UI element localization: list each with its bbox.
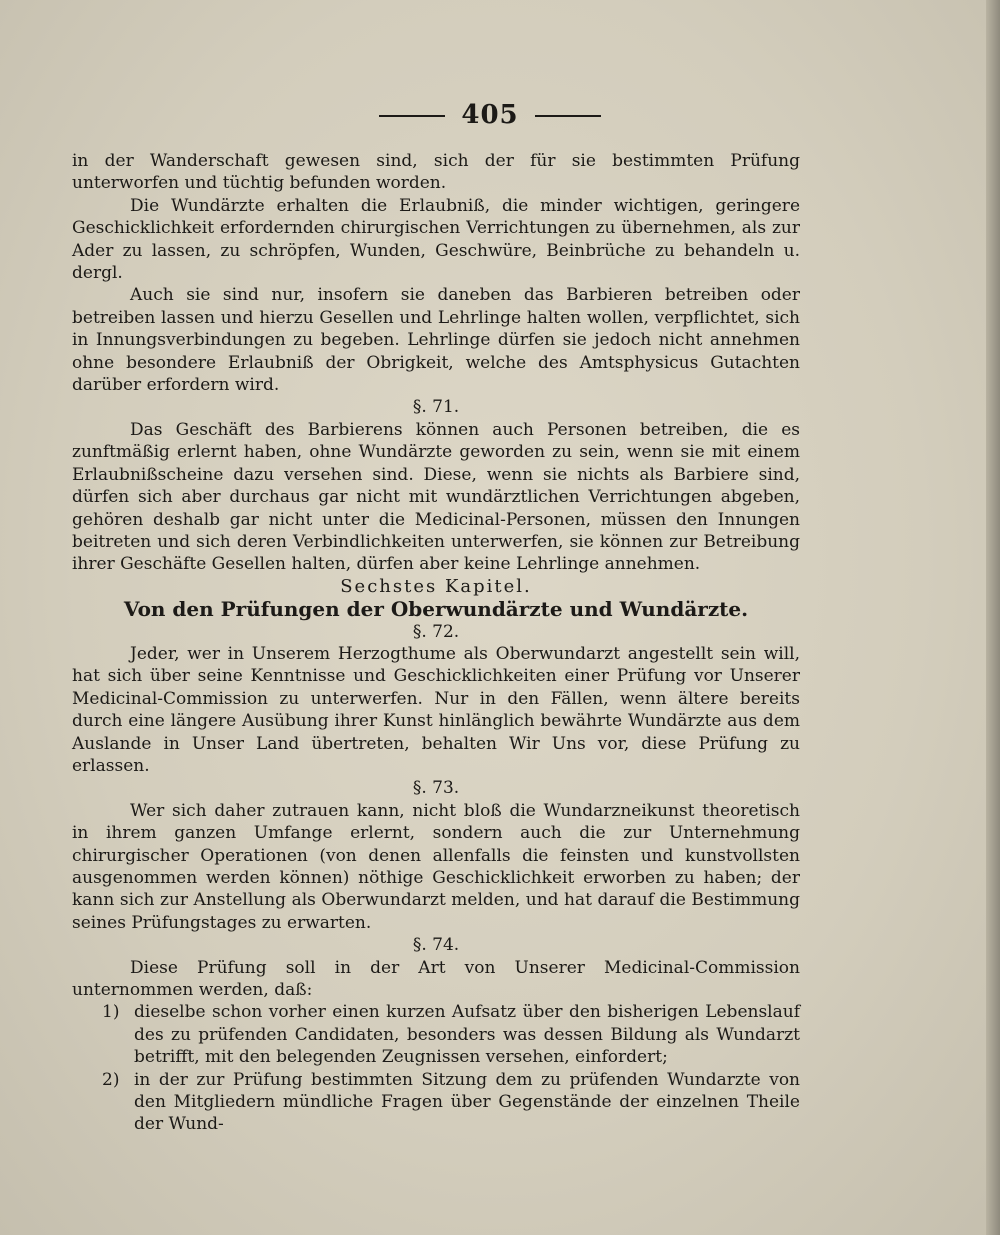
section-heading-72: §. 72. <box>412 621 460 642</box>
list-item <box>72 1069 800 1136</box>
page-body <box>72 150 800 1136</box>
chapter-label: Sechstes Kapitel. <box>340 575 532 597</box>
list-item-text: dieselbe schon vorher einen kurzen Aufsatz über den bisherigen Lebenslauf des zu prüfenden Candidaten, besonders was dessen Bildung als Wundarzt betrifft, mit den belegenden Zeugnissen versehen, einfordert; <box>134 1002 800 1068</box>
page-number: 405 <box>461 100 519 130</box>
header-rule-left <box>379 115 445 117</box>
page-header <box>0 100 980 130</box>
paragraph-continuation: in der Wanderschaft gewesen sind, sich der für sie bestimmten Prüfung unterworfen und tüchtig befunden worden. <box>72 151 800 194</box>
section-heading-73: §. 73. <box>412 778 460 799</box>
list-item <box>72 1001 800 1068</box>
list-item-number: 1) <box>102 1002 120 1023</box>
header-rule-right <box>535 115 601 117</box>
section-heading-71: §. 71. <box>412 397 460 418</box>
paragraph: Auch sie sind nur, insofern sie daneben das Barbieren betreiben oder betreiben lassen und hierzu Gesellen und Lehrlinge halten wollen, verpflichtet, sich in Innungsverbindungen zu begeben. Lehrlinge dürfen sie jedoch nicht annehmen ohne besondere Erlaubniß der Obrigkeit, welche des Amtsphysicus Gutachten darüber erfordern wird. <box>72 285 800 396</box>
chapter-title: Von den Prüfungen der Oberwundärzte und Wundärzte. <box>123 597 749 622</box>
section-71-text: Das Geschäft des Barbierens können auch Personen betreiben, die es zunftmäßig erlernt haben, ohne Wundärzte geworden zu sein, wenn sie mit einem Erlaubnißscheine dazu versehen sind. Diese, wenn sie nichts als Barbiere sind, dürfen sich aber durchaus gar nicht mit wundärztlichen Verrichtungen abgeben, gehören deshalb gar nicht unter die Medicinal-Personen, müssen den Innungen beitreten und sich deren Verbindlichkeiten unterwerfen, sie können zur Betreibung ihrer Geschäfte Gesellen halten, dürfen aber keine Lehrlinge annehmen. <box>72 419 800 575</box>
page-edge <box>986 0 1000 1235</box>
section-72-text: Jeder, wer in Unserem Herzogthume als Oberwundarzt angestellt sein will, hat sich über seine Kenntnisse und Geschicklichkeiten einer Prüfung vor Unserer Medicinal-Commission zu unterwerfen. Nur in den Fällen, wenn ältere bereits durch eine längere Ausübung ihrer Kunst hinlänglich bewährte Wundärzte aus dem Auslande in Unser Land übertreten, behalten Wir Uns vor, diese Prüfung zu erlassen. <box>72 643 800 776</box>
section-73-text: Wer sich daher zutrauen kann, nicht bloß die Wundarzneikunst theoretisch in ihrem ganzen Umfange erlernt, sondern auch die zur Unternehmung chirurgischer Operationen (von denen allenfalls die feinsten und kunstvollsten ausgenommen werden können) nöthige Geschicklichkeit erworben zu haben; der kann sich zur Anstellung als Oberwundarzt melden, und hat darauf die Bestimmung seines Prüfungstages zu erwarten. <box>72 800 800 933</box>
section-heading-74: §. 74. <box>412 935 460 956</box>
list-item-text: in der zur Prüfung bestimmten Sitzung dem zu prüfenden Wundarzte von den Mitgliedern mündliche Fragen über Gegenstände der einzelnen Theile der Wund- <box>134 1069 800 1135</box>
list-item-number: 2) <box>102 1069 120 1090</box>
section-74-text: Diese Prüfung soll in der Art von Unserer Medicinal-Commission unternommen werden, daß: <box>72 957 800 1001</box>
paragraph: Die Wundärzte erhalten die Erlaubniß, die minder wichtigen, geringere Geschicklichkeit erfordernden chirurgischen Verrichtungen zu übernehmen, als zur Ader zu lassen, zu schröpfen, Wunden, Geschwüre, Beinbrüche zu behandeln u. dergl. <box>72 195 800 284</box>
